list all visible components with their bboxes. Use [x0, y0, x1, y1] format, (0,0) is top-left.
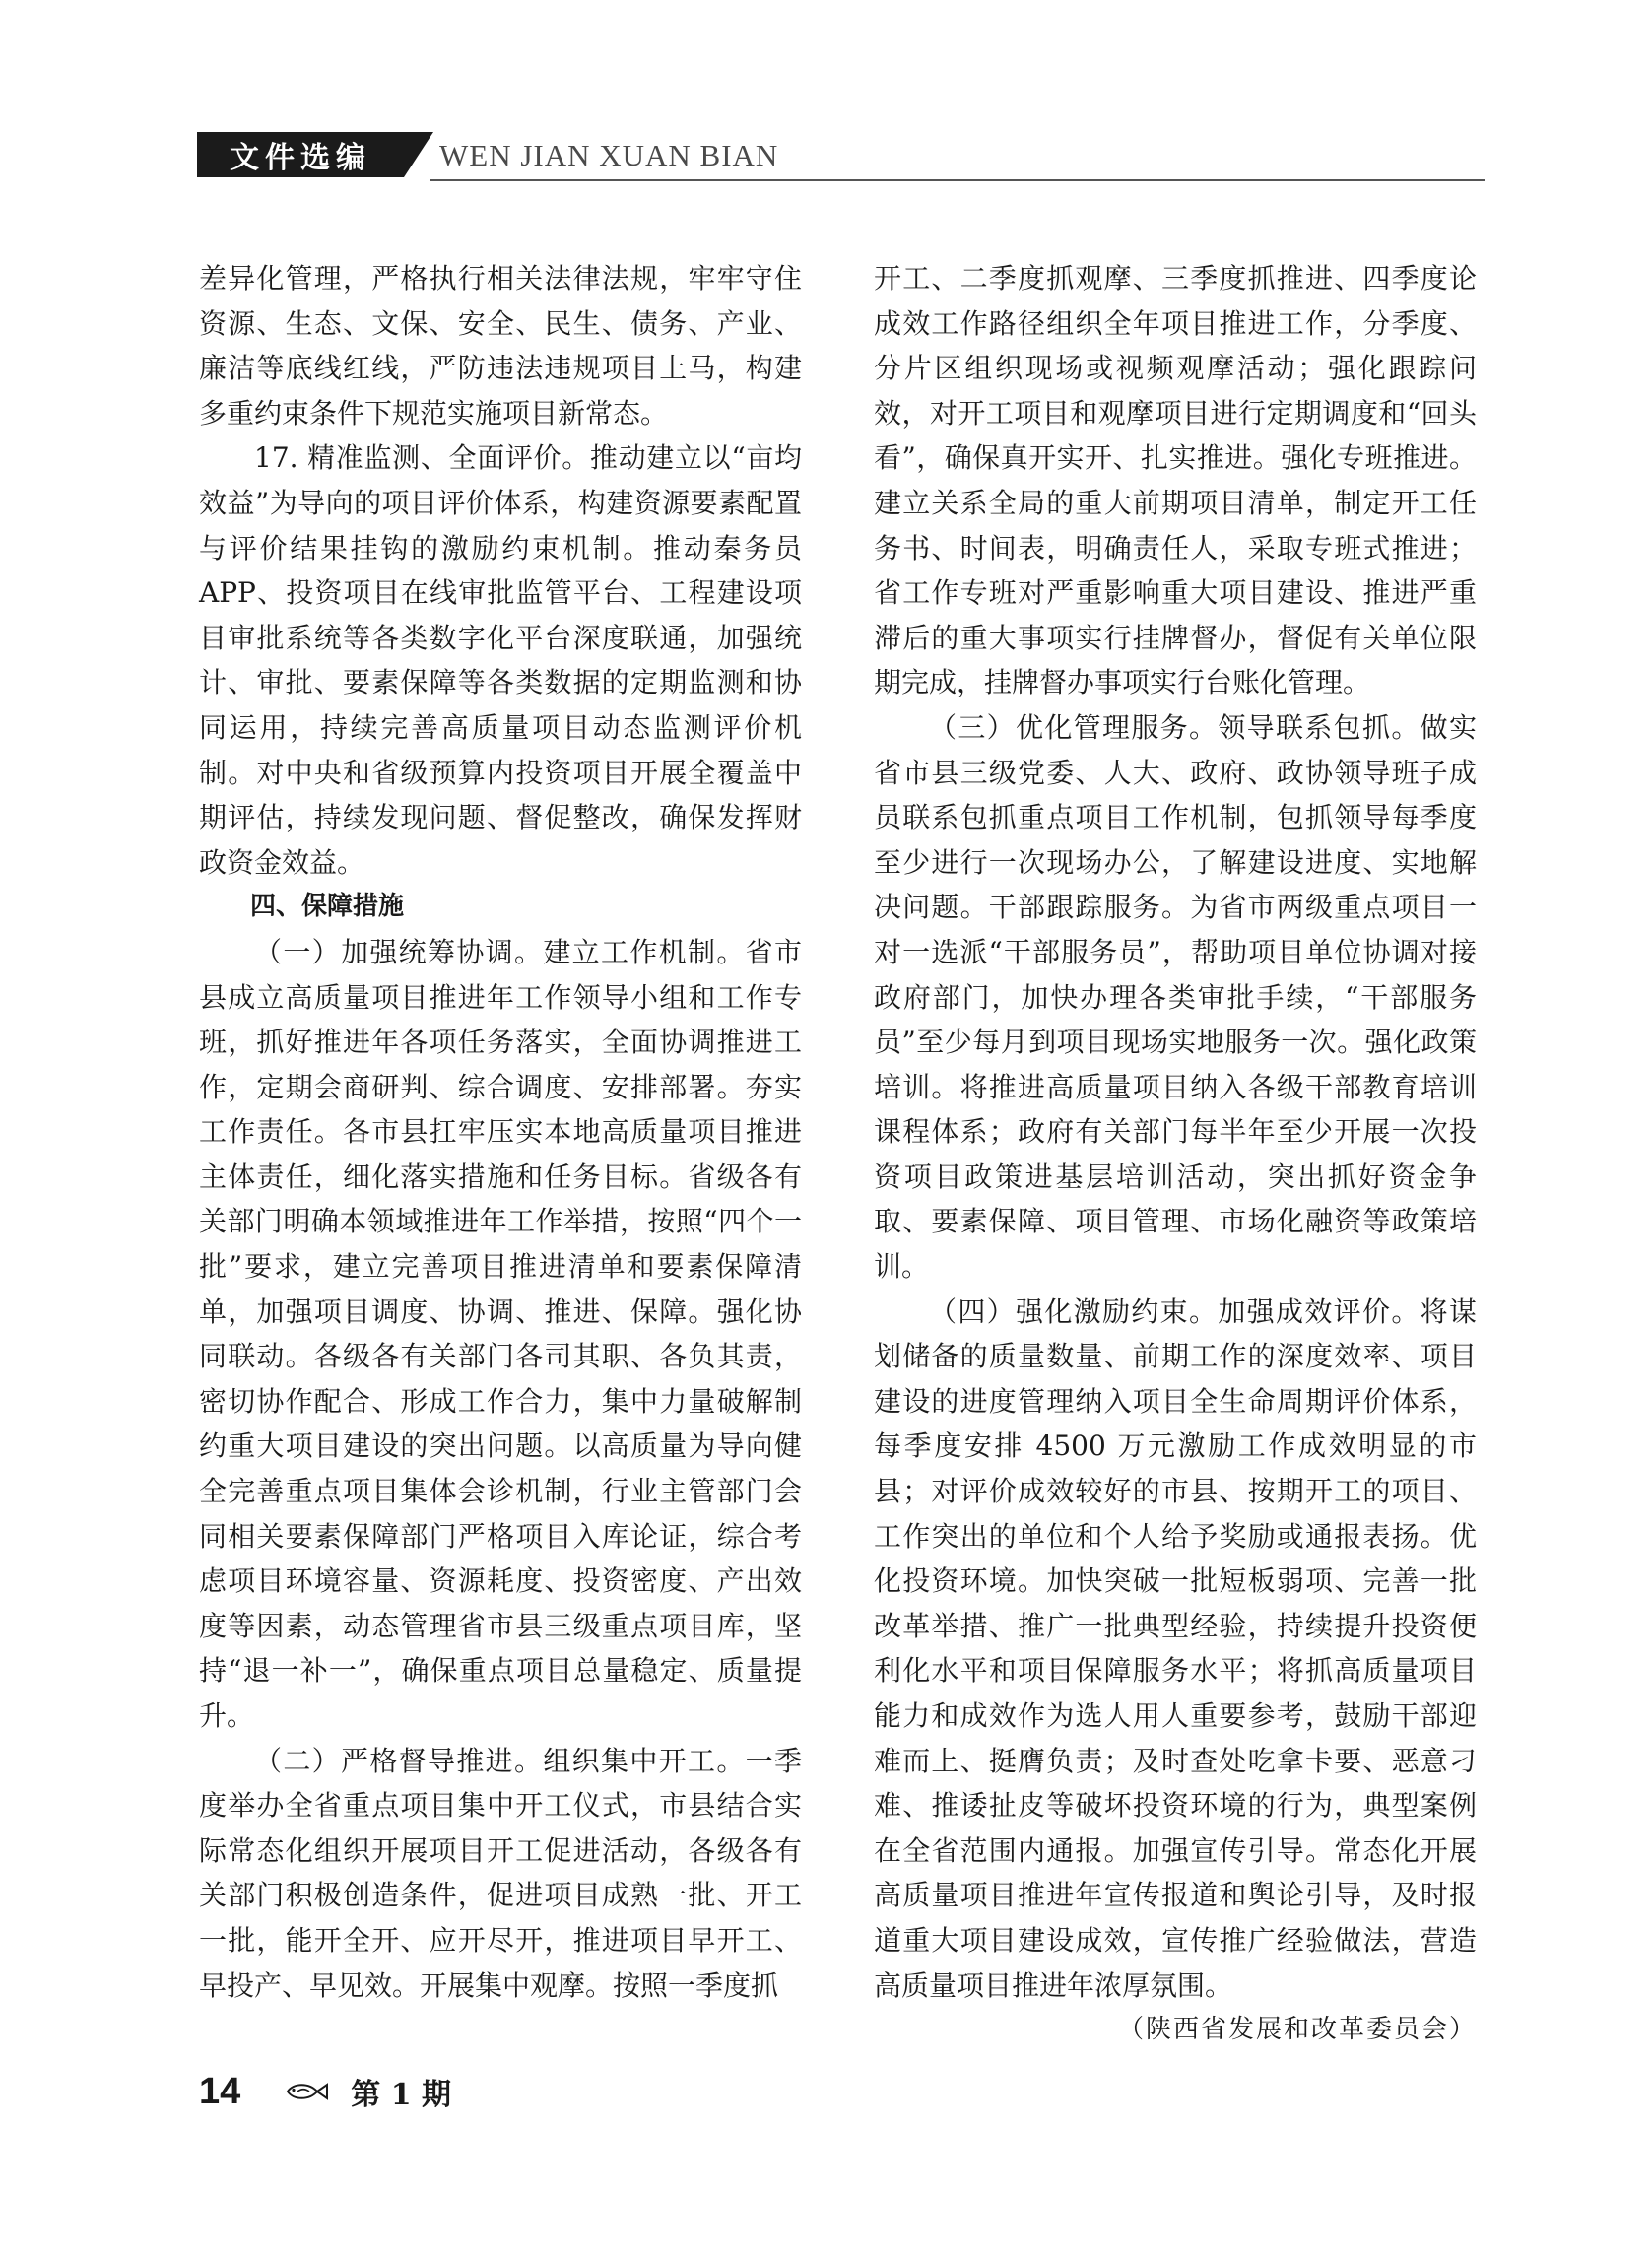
paragraph: （四）强化激励约束。加强成效评价。将谋划储备的质量数量、前期工作的深度效率、项目建设的进度管理纳入项目全生命周期评价体系，每季度安排 4500 万元激励工作成效明显的市县；对评价成效较好的市县、按期开工的项目、工作突出的单位和个人给予奖励或通报表扬。优化投资环境。加快突破一批短板弱项、完善一批改革举措、推广一批典型经验，持续提升投资便利化水平和项目保障服务水平；将抓高质量项目能力和成效作为选人用人重要参考，鼓励干部迎难而上、挺膺负责；及时查处吃拿卡要、恶意刁难、推诿扯皮等破坏投资环境的行为，典型案例在全省范围内通报。加强宣传引导。常态化开展高质量项目推进年宣传报道和舆论引导，及时报道重大项目建设成效，宣传推广经验做法，营造高质量项目推进年浓厚氛围。 — [874, 1295, 1477, 2002]
page-number: 14 — [199, 2070, 241, 2112]
section-badge: 文件选编 — [197, 132, 404, 177]
paragraph: 差异化管理，严格执行相关法律法规，牢牢守住资源、生态、文保、安全、民生、债务、产业、廉洁等底线红线，严防违法违规项目上马，构建多重约束条件下规范实施项目新常态。 — [199, 262, 802, 430]
fish-icon — [284, 2081, 331, 2102]
running-header — [197, 128, 1485, 181]
paragraph: 17. 精准监测、全面评价。推动建立以“亩均效益”为导向的项目评价体系，构建资源要素配置与评价结果挂钩的激励约束机制。推动秦务员 APP、投资项目在线审批监管平台、工程建设项目审批系统等各类数字化平台深度联通，加强统计、审批、要素保障等各类数据的定期监测和协同运用，持续完善高质量项目动态监测评价机制。对中央和省级预算内投资项目开展全覆盖中期评估，持续发现问题、督促整改，确保发挥财政资金效益。 — [199, 441, 802, 879]
paragraph: （三）优化管理服务。领导联系包抓。做实省市县三级党委、人大、政府、政协领导班子成员联系包抓重点项目工作机制，包抓领导每季度至少进行一次现场办公，了解建设进度、实地解决问题。干部跟踪服务。为省市两级重点项目一对一选派“干部服务员”，帮助项目单位协调对接政府部门，加快办理各类审批手续，“干部服务员”至少每月到项目现场实地服务一次。强化政策培训。将推进高质量项目纳入各级干部教育培训课程体系；政府有关部门每半年至少开展一次投资项目政策进基层培训活动，突出抓好资金争取、要素保障、项目管理、市场化融资等政策培训。 — [874, 710, 1477, 1284]
section-title-english: WEN JIAN XUAN BIAN — [439, 138, 779, 172]
left-column — [199, 256, 802, 2008]
section-heading: 四、保障措施 — [250, 892, 405, 922]
issue-label: 第 1 期 — [351, 2078, 452, 2112]
page-footer — [199, 2067, 451, 2116]
paragraph: （一）加强统筹协调。建立工作机制。省市县成立高质量项目推进年工作领导小组和工作专班，抓好推进年各项任务落实，全面协调推进工作，定期会商研判、综合调度、安排部署。夯实工作责任。各市县扛牢压实本地高质量项目推进主体责任，细化落实措施和任务目标。省级各有关部门明确本领域推进年工作举措，按照“四个一批”要求，建立完善项目推进清单和要素保障清单，加强项目调度、协调、推进、保障。强化协同联动。各级各有关部门各司其职、各负其责，密切协作配合、形成工作合力，集中力量破解制约重大项目建设的突出问题。以高质量为导向健全完善重点项目集体会诊机制，行业主管部门会同相关要素保障部门严格项目入库论证，综合考虑项目环境容量、资源耗度、投资密度、产出效度等因素，动态管理省市县三级重点项目库，坚持“退一补一”，确保重点项目总量稳定、质量提升。 — [199, 935, 802, 1732]
paragraph: 开工、二季度抓观摩、三季度抓推进、四季度论成效工作路径组织全年项目推进工作，分季度、分片区组织现场或视频观摩活动；强化跟踪问效，对开工项目和观摩项目进行定期调度和“回头看”，确保真开实开、扎实推进。强化专班推进。建立关系全局的重大前期项目清单，制定开工任务书、时间表，明确责任人，采取专班式推进；省工作专班对严重影响重大项目建设、推进严重滞后的重大事项实行挂牌督办，督促有关单位限期完成，挂牌督办事项实行台账化管理。 — [874, 262, 1477, 699]
badge-notch — [404, 132, 433, 177]
right-column — [874, 256, 1477, 2053]
source-attribution: （陕西省发展和改革委员会） — [1117, 2015, 1477, 2045]
paragraph: （二）严格督导推进。组织集中开工。一季度举办全省重点项目集中开工仪式，市县结合实际常态化组织开展项目开工促进活动，各级各有关部门积极创造条件，促进项目成熟一批、开工一批，能开全开、应开尽开，推进项目早开工、早投产、早见效。开展集中观摩。按照一季度抓 — [199, 1744, 802, 2002]
header-rule — [430, 179, 1485, 181]
